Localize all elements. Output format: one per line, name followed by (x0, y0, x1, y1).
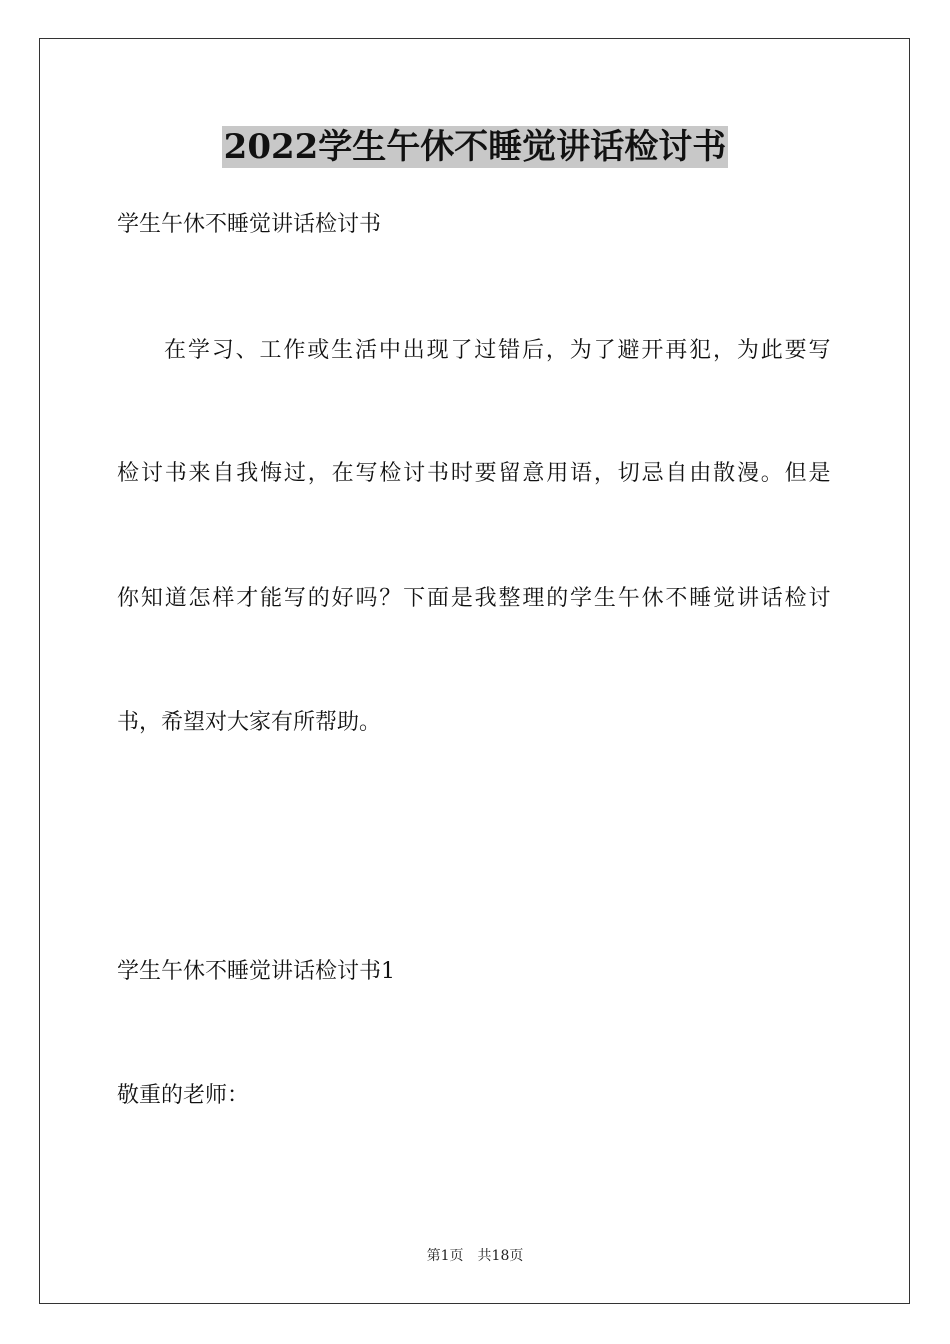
page-number: 第1页 (426, 1248, 464, 1264)
intro-line-4: 书，希望对大家有所帮助。 (117, 710, 382, 735)
document-subtitle: 学生午休不睡觉讲话检讨书 (117, 212, 382, 237)
intro-line-1: 在学习、工作或生活中出现了过错后，为了避开再犯，为此要写 (164, 338, 831, 363)
page-total: 共18页 (477, 1248, 524, 1264)
title-container (0, 126, 950, 168)
salutation: 敬重的老师： (117, 1083, 250, 1108)
page-footer (0, 1246, 950, 1266)
document-title: 2022学生午休不睡觉讲话检讨书 (223, 127, 727, 167)
intro-line-2: 检讨书来自我悔过，在写检讨书时要留意用语，切忌自由散漫。但是 (117, 461, 831, 486)
intro-line-3: 你知道怎样才能写的好吗？下面是我整理的学生午休不睡觉讲话检讨 (117, 586, 831, 611)
section-heading: 学生午休不睡觉讲话检讨书1 (117, 959, 395, 984)
